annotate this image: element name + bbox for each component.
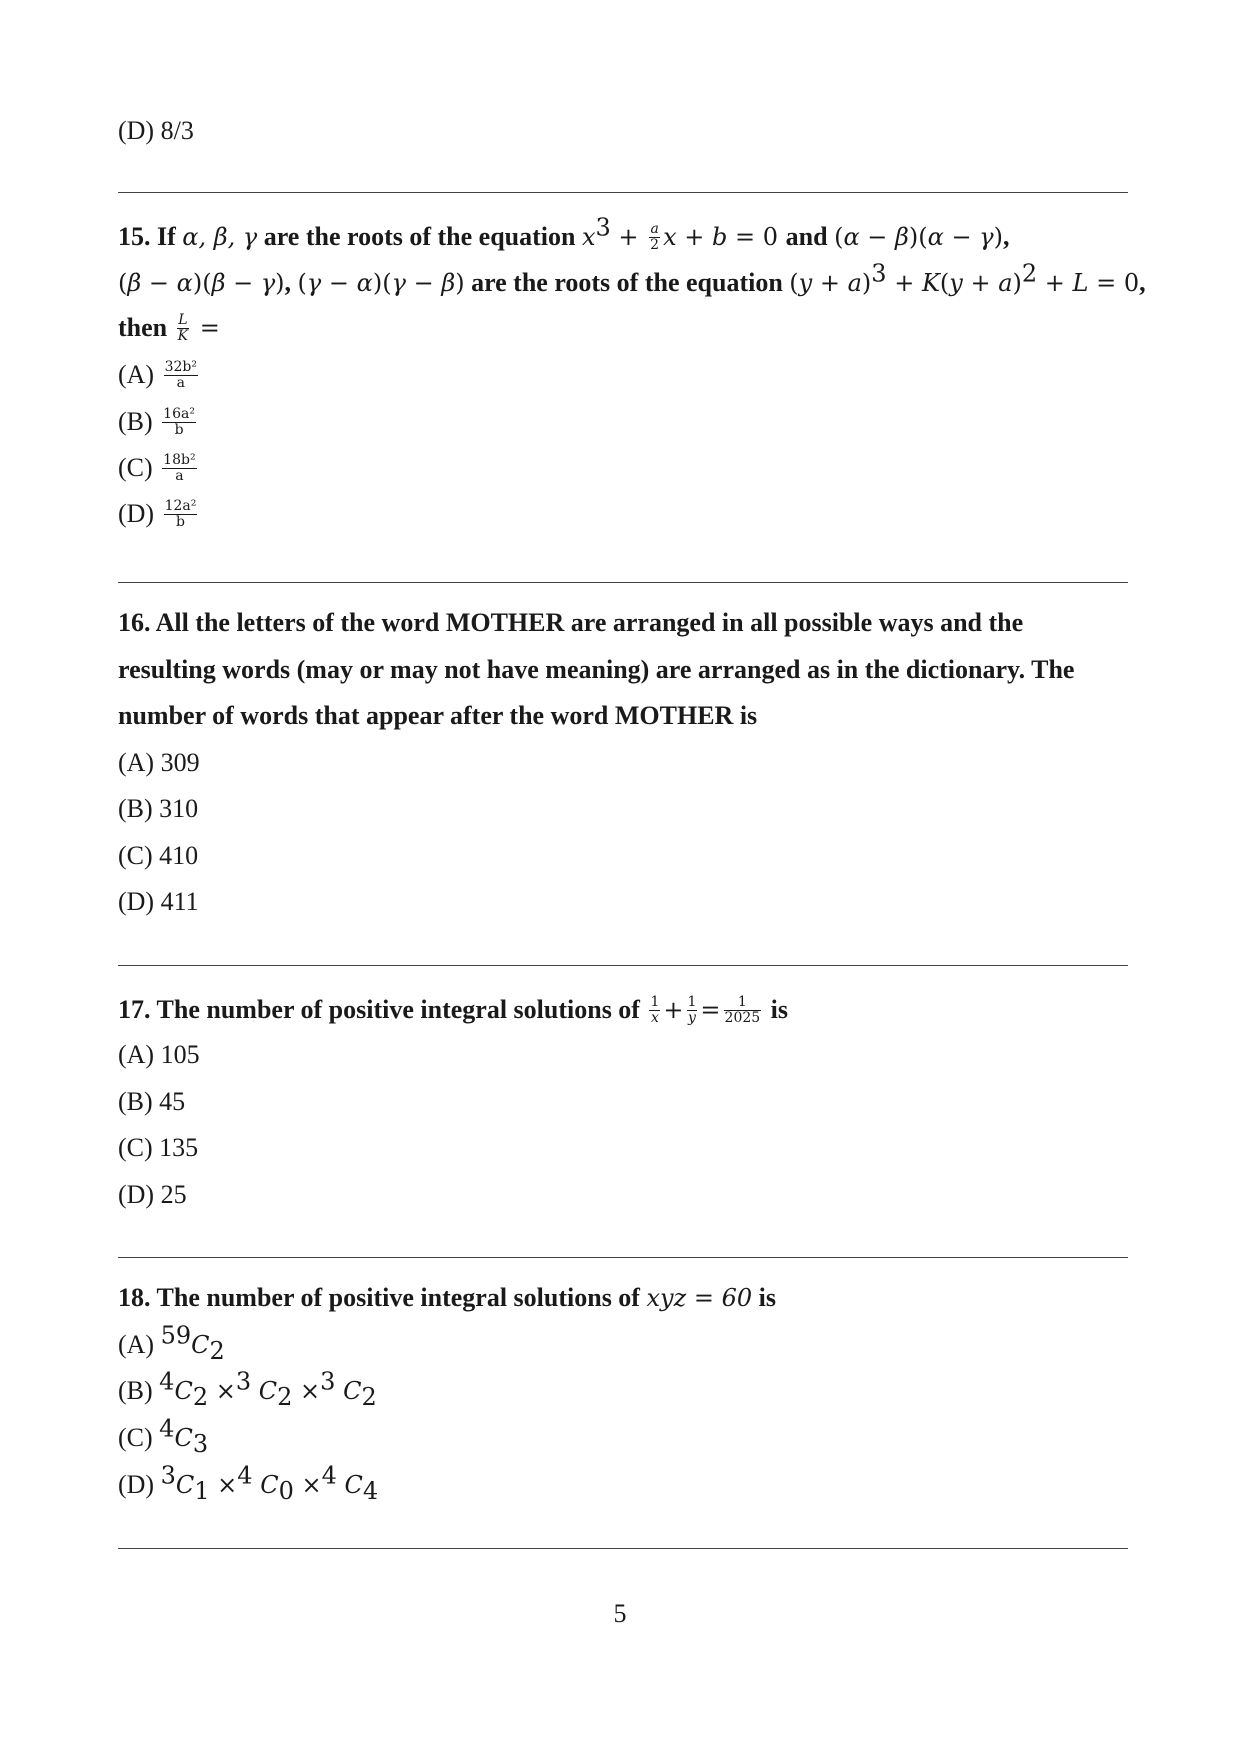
q18-equation: xyz = 60	[646, 1284, 753, 1312]
divider	[118, 192, 1128, 193]
q16-option-c: (C) 410	[118, 841, 199, 870]
divider	[118, 965, 1128, 966]
q17-option-c: (C) 135	[118, 1133, 199, 1162]
q15-text-roots: are the roots of the equation	[263, 222, 576, 251]
q18-option-d: (D) $^3C_1 \times^4$ $C_0 \times^4$ $C_4$	[118, 1461, 379, 1506]
divider	[118, 1257, 1128, 1258]
q15-text-then: then	[118, 313, 168, 342]
q17-option-d: (D) 25	[118, 1180, 187, 1209]
q17-line-1: 17. The number of positive integral solutions of $\frac{1}{x}$ + $\frac{1}{y}$ = $\frac{1}{2025}$ is	[118, 993, 789, 1026]
divider	[118, 1548, 1128, 1549]
q18-lead: 18. The number of positive integral solutions of	[118, 1283, 640, 1312]
q15-option-c: (C) $\frac{\text{18b²}}{a}$	[118, 451, 196, 484]
q17-tail: is	[770, 995, 789, 1024]
q16-line-3: number of words that appear after the word MOTHER is	[118, 701, 758, 730]
q15-option-a: (A) $\frac{\text{32b²}}{a}$	[118, 358, 197, 391]
q15-option-b: (B) $\frac{\text{16a²}}{b}$	[118, 405, 195, 438]
q18-option-c: (C) $^4C_3$	[118, 1414, 209, 1459]
q18-line-1	[118, 1283, 776, 1313]
prev-question-option-d: (D) 8/3	[118, 116, 194, 145]
q17-option-b: (B) 45	[118, 1087, 186, 1116]
q15-line-2: (β − α)(β − γ), (γ − α)(γ − β) are the roots of the equation $(y + a)^3 + K(y + a)^2 + L = 0$,	[118, 259, 1146, 297]
q15-option-d: (D) $\frac{\text{12a²}}{b}$	[118, 497, 197, 530]
q15-text-and: and	[785, 222, 828, 251]
q15-line-1: 15. If α, β, γ are the roots of the equation $x^3$ + $\frac{a}{2}$ x + b = 0 and (α − β)(α − γ),	[118, 213, 1010, 253]
q16-line-1: 16. All the letters of the word MOTHER are arranged in all possible ways and the	[118, 608, 1024, 637]
q17-option-a: (A) 105	[118, 1040, 200, 1069]
q16-line-2: resulting words (may or may not have meaning) are arranged as in the dictionary. The	[118, 655, 1075, 684]
q15-text-if: If	[157, 222, 176, 251]
q15-line-3: then $\frac{L}{K}$ =	[118, 311, 220, 344]
divider	[118, 582, 1128, 583]
q16-option-d: (D) 411	[118, 887, 199, 916]
q17-lead: 17. The number of positive integral solutions of	[118, 995, 640, 1024]
q15-number: 15.	[118, 222, 151, 251]
page-number: 5	[613, 1599, 627, 1628]
q18-option-b: (B) $^4C_2 \times^3$ $C_2 \times^3$ $C_2$	[118, 1367, 377, 1412]
q18-tail: is	[758, 1283, 776, 1312]
q16-option-a: (A) 309	[118, 748, 200, 777]
q16-option-b: (B) 310	[118, 794, 199, 823]
q18-option-a: (A) $^{59}C_2$	[118, 1321, 225, 1366]
q15-text-roots-2: are the roots of the equation	[471, 268, 783, 297]
